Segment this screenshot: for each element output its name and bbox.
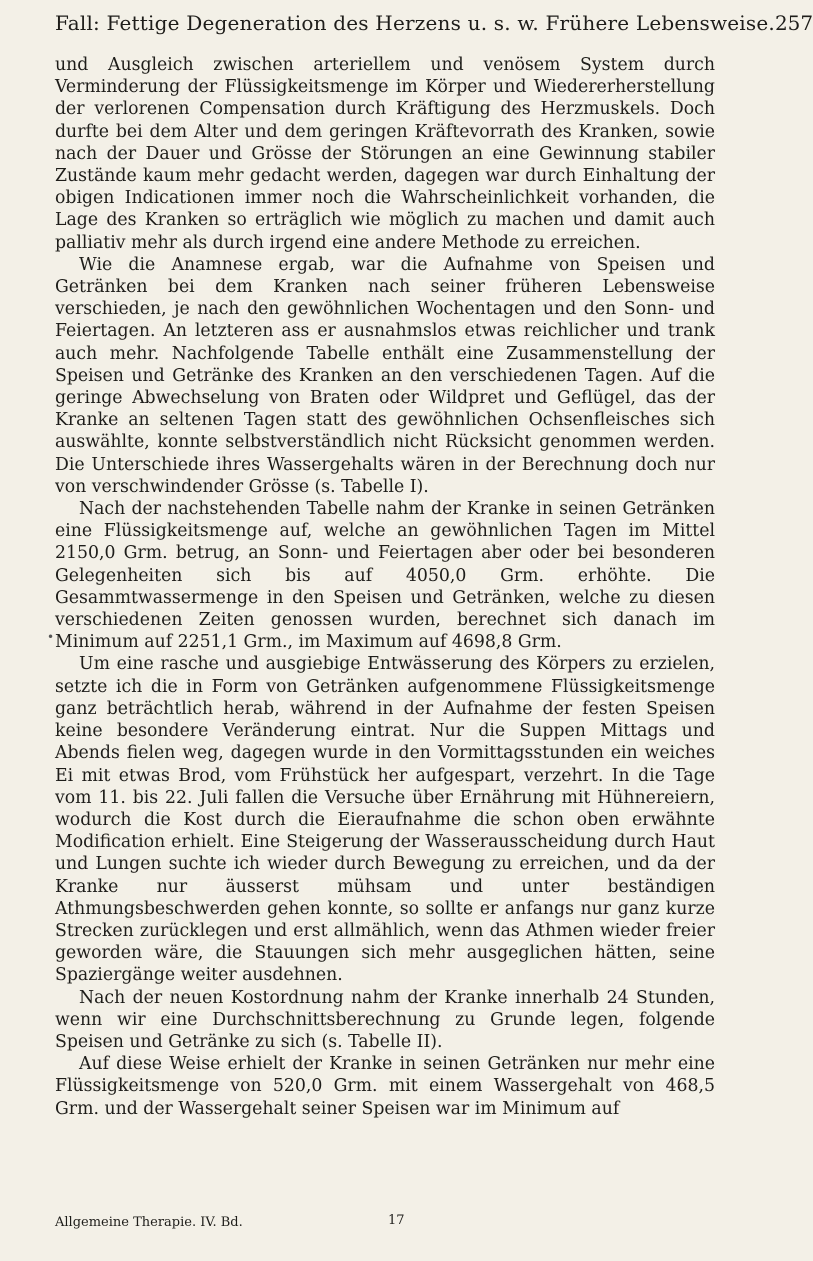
paragraph: Um eine rasche und ausgiebige Entwässerung des Körpers zu erzielen, setzte ich die in Form von Getränken aufgenommene Flüssigkeitsmenge ganz beträchtlich herab, während in der Aufnahme der festen Speisen keine besondere Veränderung eintrat. Nur die Suppen Mittags und Abends fielen weg, dagegen wurde in den Vormittagsstunden ein weiches Ei mit etwas Brod, vom Frühstück her aufgespart, verzehrt. In die Tage vom 11. bis 22. Juli fallen die Versuche über Ernährung mit Hühnereiern, wodurch die Kost durch die Eieraufnahme die schon oben erwähnte Modification erhielt. Eine Steigerung der Wasserausscheidung durch Haut und Lungen suchte ich wieder durch Bewegung zu erreichen, und da der Kranke nur äusserst mühsam und unter beständigen Athmungsbeschwerden gehen konnte, so sollte er anfangs nur ganz kurze Strecken zurücklegen und erst allmählich, wenn das Athmen wieder freier geworden wäre, die Stauungen sich mehr ausgeglichen hätten, seine Spaziergänge weiter ausdehnen.	[55, 654, 715, 986]
page-header	[55, 10, 813, 36]
paragraph: und Ausgleich zwischen arteriellem und venösem System durch Verminderung der Flüssigkeitsmenge im Körper und Wiedererherstellung der verlorenen Compensation durch Kräftigung des Herzmuskels. Doch durfte bei dem Alter und dem geringen Kräftevorrath des Kranken, sowie nach der Dauer und Grösse der Störungen an eine Gewinnung stabiler Zustände kaum mehr gedacht werden, dagegen war durch Einhaltung der obigen Indicationen immer noch die Wahrscheinlichkeit vorhanden, die Lage des Kranken so erträglich wie möglich zu machen und damit auch palliativ mehr als durch irgend eine andere Methode zu erreichen.	[55, 55, 715, 253]
paragraph: Nach der nachstehenden Tabelle nahm der Kranke in seinen Getränken eine Flüssigkeitsmenge auf, welche an gewöhnlichen Tagen im Mittel 2150,0 Grm. betrug, an Sonn- und Feiertagen aber oder bei besonderen Gelegenheiten sich bis auf 4050,0 Grm. erhöhte. Die Gesammtwassermenge in den Speisen und Getränken, welche zu diesen verschiedenen Zeiten genossen wurden, berechnet sich danach im Minimum auf 2251,1 Grm., im Maximum auf 4698,8 Grm.	[55, 499, 715, 653]
margin-dot: •	[47, 630, 55, 644]
page-body	[55, 54, 715, 1120]
running-head: Fall: Fettige Degeneration des Herzens u. s. w. Frühere Lebensweise.	[55, 11, 775, 35]
signature-mark: 17	[388, 1213, 405, 1228]
page-number: 257	[774, 11, 813, 35]
paragraph: Nach der neuen Kostordnung nahm der Kranke innerhalb 24 Stunden, wenn wir eine Durchschnittsberechnung zu Grunde legen, folgende Speisen und Getränke zu sich (s. Tabelle II).	[55, 987, 715, 1052]
paragraph: Auf diese Weise erhielt der Kranke in seinen Getränken nur mehr eine Flüssigkeitsmenge von 520,0 Grm. mit einem Wassergehalt von 468,5 Grm. und der Wassergehalt seiner Speisen war im Minimum auf	[55, 1054, 715, 1119]
page-footer	[55, 1214, 715, 1232]
book-page	[55, 10, 813, 1120]
paragraph: Wie die Anamnese ergab, war die Aufnahme von Speisen und Getränken bei dem Kranken nach seiner früheren Lebensweise verschieden, je nach den gewöhnlichen Wochentagen und den Sonn- und Feiertagen. An letzteren ass er ausnahmslos etwas reichlicher und trank auch mehr. Nachfolgende Tabelle enthält eine Zusammenstellung der Speisen und Getränke des Kranken an den verschiedenen Tagen. Auf die geringe Abwechselung von Braten oder Wildpret und Geflügel, das der Kranke an seltenen Tagen statt des gewöhnlichen Ochsenfleisches sich auswählte, konnte selbstverständlich nicht Rücksicht genommen werden. Die Unterschiede ihres Wassergehalts wären in der Berechnung doch nur von verschwindender Grösse (s. Tabelle I).	[55, 254, 715, 497]
series-title: Allgemeine Therapie. IV. Bd.	[55, 1215, 243, 1230]
